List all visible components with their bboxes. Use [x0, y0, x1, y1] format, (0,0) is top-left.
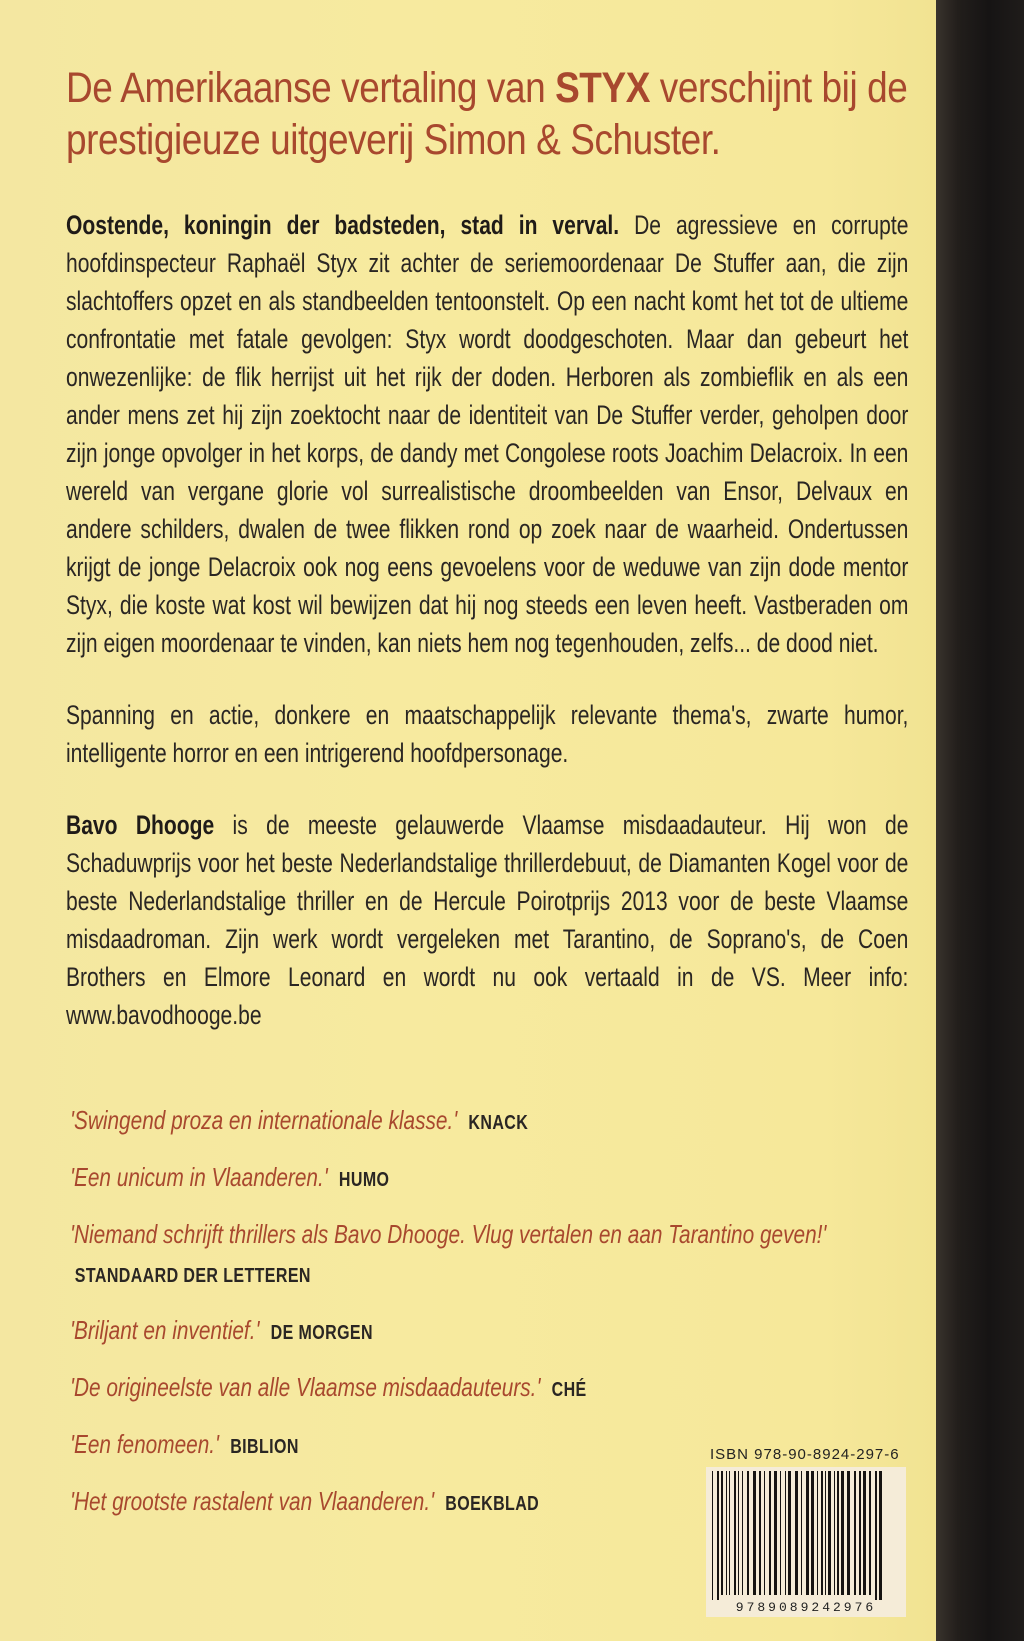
- author-name: Bavo Dhooge: [66, 810, 215, 840]
- barcode-bar: [854, 1471, 856, 1595]
- quote-source: BOEKBLAD: [445, 1493, 540, 1515]
- quote-source: DE MORGEN: [270, 1322, 373, 1344]
- review-quote: [70, 1369, 934, 1408]
- barcode-bar: [825, 1471, 826, 1595]
- review-quote: [70, 1216, 934, 1294]
- barcode-bar: [841, 1471, 844, 1595]
- quote-source: STANDAARD DER LETTEREN: [74, 1265, 311, 1287]
- barcode-bar: [801, 1471, 802, 1595]
- review-quote: [70, 1102, 934, 1141]
- isbn-label: ISBN 978-90-8924-297-6: [710, 1446, 900, 1463]
- quote-text: 'Niemand schrijft thrillers als Bavo Dhooge. Vlug vertalen en aan Tarantino geven!': [70, 1219, 827, 1249]
- barcode-bar: [742, 1471, 743, 1595]
- author-bio-text: is de meeste gelauwerde Vlaamse misdaadauteur. Hij won de Schaduwprijs voor het beste Nederlandstalige thrillerdebuut, de Diamanten Kogel voor de beste Nederlandstalige thriller en de Hercule Poirotprijs 2013 voor de beste Vlaamse misdaadroman. Zijn werk wordt vergeleken met Tarantino, de Soprano's, de Coen Brothers en Elmore Leonard en wordt nu ook vertaald in de VS. Meer info: www.bavodhooge.be: [66, 810, 909, 1030]
- barcode-bar: [859, 1471, 861, 1595]
- barcode-bar: [717, 1471, 719, 1609]
- quote-text: 'Swingend proza en internationale klasse.': [70, 1105, 458, 1135]
- barcode-bar: [753, 1471, 756, 1595]
- tagline: Spanning en actie, donkere en maatschappelijk relevante thema's, zwarte humor, intelligente horror en een intrigerend hoofdpersonage.: [66, 700, 909, 768]
- synopsis-text: De agressieve en corrupte hoofdinspecteur Raphaël Styx zit achter de seriemoordenaar De Stuffer aan, die zijn slachtoffers opzet en als standbeelden tentoonstelt. Op een nacht komt het tot de ultieme confrontatie met fatale gevolgen: Styx wordt doodgeschoten. Maar dan gebeurt het onwezenlijke: de flik herrijst uit het rijk der doden. Herboren als zombieflik en als een ander mens zet hij zijn zoektocht naar de identiteit van De Stuffer verder, geholpen door zijn jonge opvolger in het korps, de dandy met Congolese roots Joachim Delacroix. In een wereld van vergane glorie vol surrealistische droombeelden van Ensor, Delvaux en andere schilders, dwalen de twee flikken rond op zoek naar de waarheid. Ondertussen krijgt de jonge Delacroix ook nog eens gevoelens voor de weduwe van zijn dode mentor Styx, die koste wat kost wil bewijzen dat hij nog steeds een leven heeft. Vastberaden om zijn eigen moordenaar te vinden, kan niets hem nog tegenhouden, zelfs... de dood niet.: [66, 210, 909, 658]
- quote-text: 'Briljant en inventief.': [70, 1315, 260, 1345]
- barcode-bar: [764, 1471, 765, 1595]
- quote-text: 'De origineelste van alle Vlaamse misdaadauteurs.': [70, 1372, 541, 1402]
- barcode-bar: [726, 1471, 727, 1595]
- headline-title: STYX: [555, 64, 650, 112]
- barcode-bar: [811, 1471, 814, 1595]
- barcode-bar: [834, 1471, 835, 1595]
- barcode-bar: [821, 1471, 823, 1595]
- barcode-bar: [712, 1471, 713, 1609]
- barcode-bar: [734, 1471, 736, 1595]
- barcode-bar: [806, 1471, 809, 1595]
- barcode-bar: [879, 1471, 882, 1609]
- barcode-bar: [774, 1471, 777, 1595]
- barcode-bar: [869, 1471, 871, 1595]
- barcode-bar: [837, 1471, 839, 1595]
- barcode-bar: [875, 1471, 877, 1609]
- cover-text: [66, 62, 908, 1068]
- barcode-bar: [747, 1471, 749, 1595]
- barcode-bar: [721, 1471, 723, 1595]
- quote-source: BIBLION: [230, 1436, 299, 1458]
- barcode-bar: [828, 1471, 831, 1595]
- quote-text: 'Een unicum in Vlaanderen.': [70, 1162, 328, 1192]
- barcode-block: [706, 1446, 910, 1626]
- barcode-bar: [788, 1471, 791, 1595]
- synopsis: [66, 206, 908, 662]
- quote-source: CHÉ: [551, 1379, 587, 1401]
- barcode-bar: [729, 1471, 730, 1595]
- barcode-bar: [780, 1471, 781, 1595]
- barcode-bar: [759, 1471, 761, 1595]
- barcode-digits: 9789089242976: [706, 1600, 906, 1615]
- review-quote: [70, 1159, 934, 1198]
- headline-pre: De Amerikaanse vertaling van: [66, 64, 556, 112]
- barcode-bars-icon: [706, 1467, 906, 1617]
- barcode-bar: [769, 1471, 771, 1595]
- barcode-bar: [795, 1471, 798, 1595]
- headline: [66, 62, 909, 166]
- barcode: [706, 1467, 906, 1617]
- quote-text: 'Het grootste rastalent van Vlaanderen.': [70, 1486, 435, 1516]
- author-bio: [66, 806, 908, 1034]
- barcode-bar: [738, 1471, 739, 1595]
- quote-source: KNACK: [468, 1112, 529, 1134]
- barcode-bar: [785, 1471, 786, 1595]
- synopsis-lead: Oostende, koningin der badsteden, stad in verval.: [66, 210, 620, 240]
- barcode-bar: [847, 1471, 850, 1595]
- quote-text: 'Een fenomeen.': [70, 1429, 220, 1459]
- barcode-bar: [817, 1471, 818, 1595]
- headline-post: verschijnt bij de prestigieuze uitgeverij Simon & Schuster.: [66, 64, 908, 164]
- review-quote: [70, 1312, 934, 1351]
- quote-source: HUMO: [338, 1169, 390, 1191]
- barcode-bar: [863, 1471, 866, 1595]
